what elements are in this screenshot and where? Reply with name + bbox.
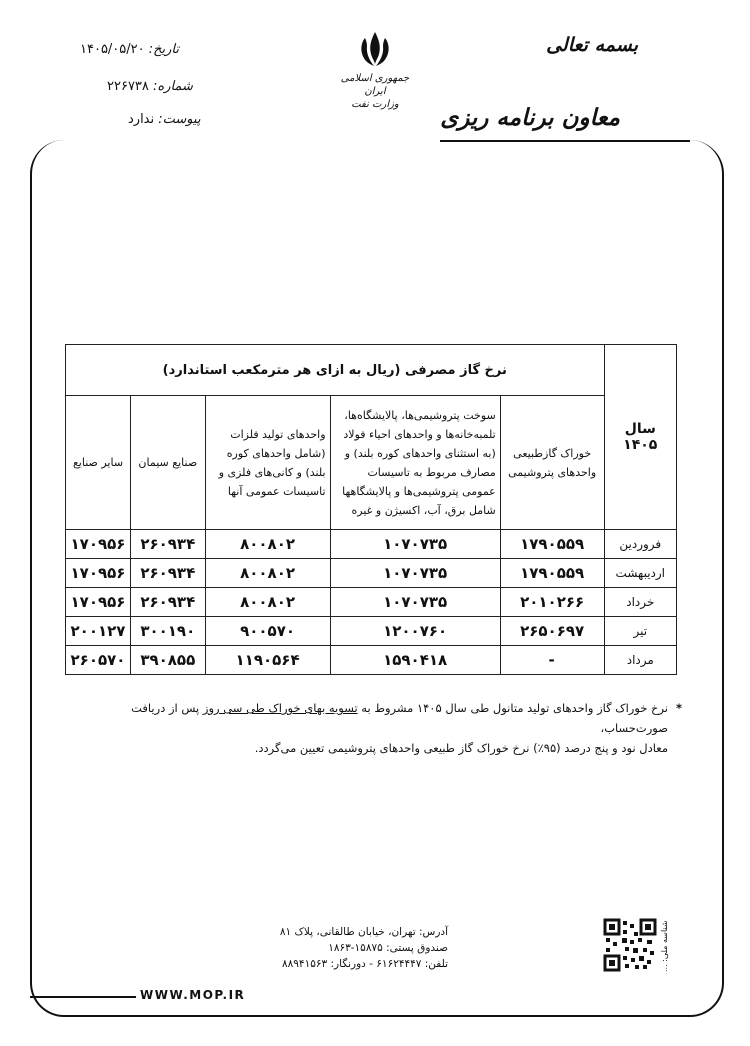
iran-emblem	[335, 30, 415, 111]
value-cell: ۱۷۰۹۵۶	[66, 588, 131, 617]
month-cell: اردیبهشت	[604, 559, 676, 588]
table-row	[66, 530, 677, 559]
qr-code-icon	[603, 918, 657, 972]
emblem-line-ministry: وزارت نفت	[351, 99, 399, 110]
value-cell: ۱۷۰۹۵۶	[66, 530, 131, 559]
website-link[interactable]: WWW.MOP.IR	[140, 988, 246, 1002]
table-row	[66, 646, 677, 675]
footer-address-block	[280, 924, 448, 972]
column-header-metals: واحدهای تولید فلزات (شامل واحدهای کوره بلند) و کانی‌های فلزی و تاسیسات عمومی آنها	[205, 396, 330, 530]
month-cell: مرداد	[604, 646, 676, 675]
value-cell: ۲۶۰۹۳۴	[131, 530, 206, 559]
footnote-text-2: پس از دریافت صورت‌حساب،	[131, 701, 668, 735]
attachment-value: ندارد	[128, 112, 155, 127]
methanol-footnote	[68, 698, 682, 758]
value-cell: ۱۷۹۰۵۵۹	[500, 559, 604, 588]
footnote-text-1: نرخ خوراک گاز واحدهای تولید متانول طی سال ۱۴۰۵ مشروط به	[357, 701, 668, 715]
month-cell: فروردین	[604, 530, 676, 559]
value-cell: ۱۰۷۰۷۳۵	[330, 588, 500, 617]
table-row	[66, 559, 677, 588]
table-title: نرخ گاز مصرفی (ریال به ازای هر مترمکعب استاندارد)	[66, 345, 605, 396]
value-cell: ۲۶۰۹۳۴	[131, 559, 206, 588]
footnote-underlined: تسویه بهای خوراک طی سی روز	[202, 701, 358, 715]
attachment-label: پیوست:	[158, 112, 201, 127]
frame-top-divider	[440, 140, 690, 142]
table-row	[66, 617, 677, 646]
footer-phone: تلفن: ۶۱۶۲۴۴۴۷ - دورنگار: ۸۸۹۴۱۵۶۳	[282, 958, 448, 970]
table-row	[66, 588, 677, 617]
footnote-line-2: معادل نود و پنج درصد (۹۵٪) نرخ خوراک گاز طبیعی واحدهای پتروشیمی تعیین می‌گردد.	[254, 741, 668, 755]
value-cell: ۲۰۱۰۲۶۶	[500, 588, 604, 617]
value-cell: ۲۶۵۰۶۹۷	[500, 617, 604, 646]
month-cell: تیر	[604, 617, 676, 646]
value-cell: ۹۰۰۵۷۰	[205, 617, 330, 646]
number-value: ۲۲۶۷۳۸	[107, 79, 149, 94]
column-header-other: سایر صنایع	[66, 396, 131, 530]
footer-address: آدرس: تهران، خیابان طالقانی، پلاک ۸۱	[279, 926, 448, 938]
value-cell: ۱۲۰۰۷۶۰	[330, 617, 500, 646]
date-label: تاریخ:	[148, 42, 180, 57]
national-id-label: شناسه ملی: ...	[660, 920, 669, 972]
column-header-row	[66, 396, 677, 530]
footnote-bullet: *	[675, 701, 682, 715]
value-cell: ۲۰۰۱۲۷	[66, 617, 131, 646]
department-title: معاون برنامه ریزی	[440, 104, 620, 131]
month-cell: خرداد	[604, 588, 676, 617]
value-cell: -	[500, 646, 604, 675]
column-header-fuel: سوخت پتروشیمی‌ها، پالایشگاه‌ها، تلمبه‌خانه‌ها و واحدهای احیاء فولاد (به استثنای واحدهای کوره بلند) و مصارف مربوط به تاسیسات عمومی پتروشیمی‌ها و پالایشگاهها شامل برق، آب، اکسیژن و غیره	[330, 396, 500, 530]
date-line	[80, 42, 179, 57]
value-cell: ۸۰۰۸۰۲	[205, 559, 330, 588]
attachment-line	[128, 112, 201, 127]
value-cell: ۱۰۷۰۷۳۵	[330, 530, 500, 559]
number-label: شماره:	[153, 79, 193, 94]
value-cell: ۱۱۹۰۵۶۴	[205, 646, 330, 675]
date-value: ۱۴۰۵/۰۵/۲۰	[80, 42, 145, 57]
column-header-petrochem-feed: خوراک گاز‌طبیعی واحدهای پتروشیمی	[500, 396, 604, 530]
emblem-line-country: جمهوری اسلامی ایران	[340, 73, 410, 97]
value-cell: ۱۷۰۹۵۶	[66, 559, 131, 588]
gas-rates-table	[65, 344, 677, 675]
value-cell: ۲۶۰۵۷۰	[66, 646, 131, 675]
table-header-row	[66, 345, 677, 396]
value-cell: ۸۰۰۸۰۲	[205, 530, 330, 559]
emblem-icon	[357, 30, 393, 68]
number-line	[107, 79, 193, 94]
value-cell: ۳۹۰۸۵۵	[131, 646, 206, 675]
footer-po-box: صندوق پستی: ۱۵۸۷۵-۱۸۶۳	[328, 942, 448, 954]
year-cell: سال ۱۴۰۵	[604, 345, 676, 530]
bismillah-heading: بسمه تعالی	[546, 34, 638, 56]
value-cell: ۱۰۷۰۷۳۵	[330, 559, 500, 588]
value-cell: ۸۰۰۸۰۲	[205, 588, 330, 617]
column-header-cement: صنایع سیمان	[131, 396, 206, 530]
value-cell: ۱۷۹۰۵۵۹	[500, 530, 604, 559]
value-cell: ۱۵۹۰۴۱۸	[330, 646, 500, 675]
value-cell: ۲۶۰۹۳۴	[131, 588, 206, 617]
value-cell: ۳۰۰۱۹۰	[131, 617, 206, 646]
footer-rule	[30, 996, 136, 998]
